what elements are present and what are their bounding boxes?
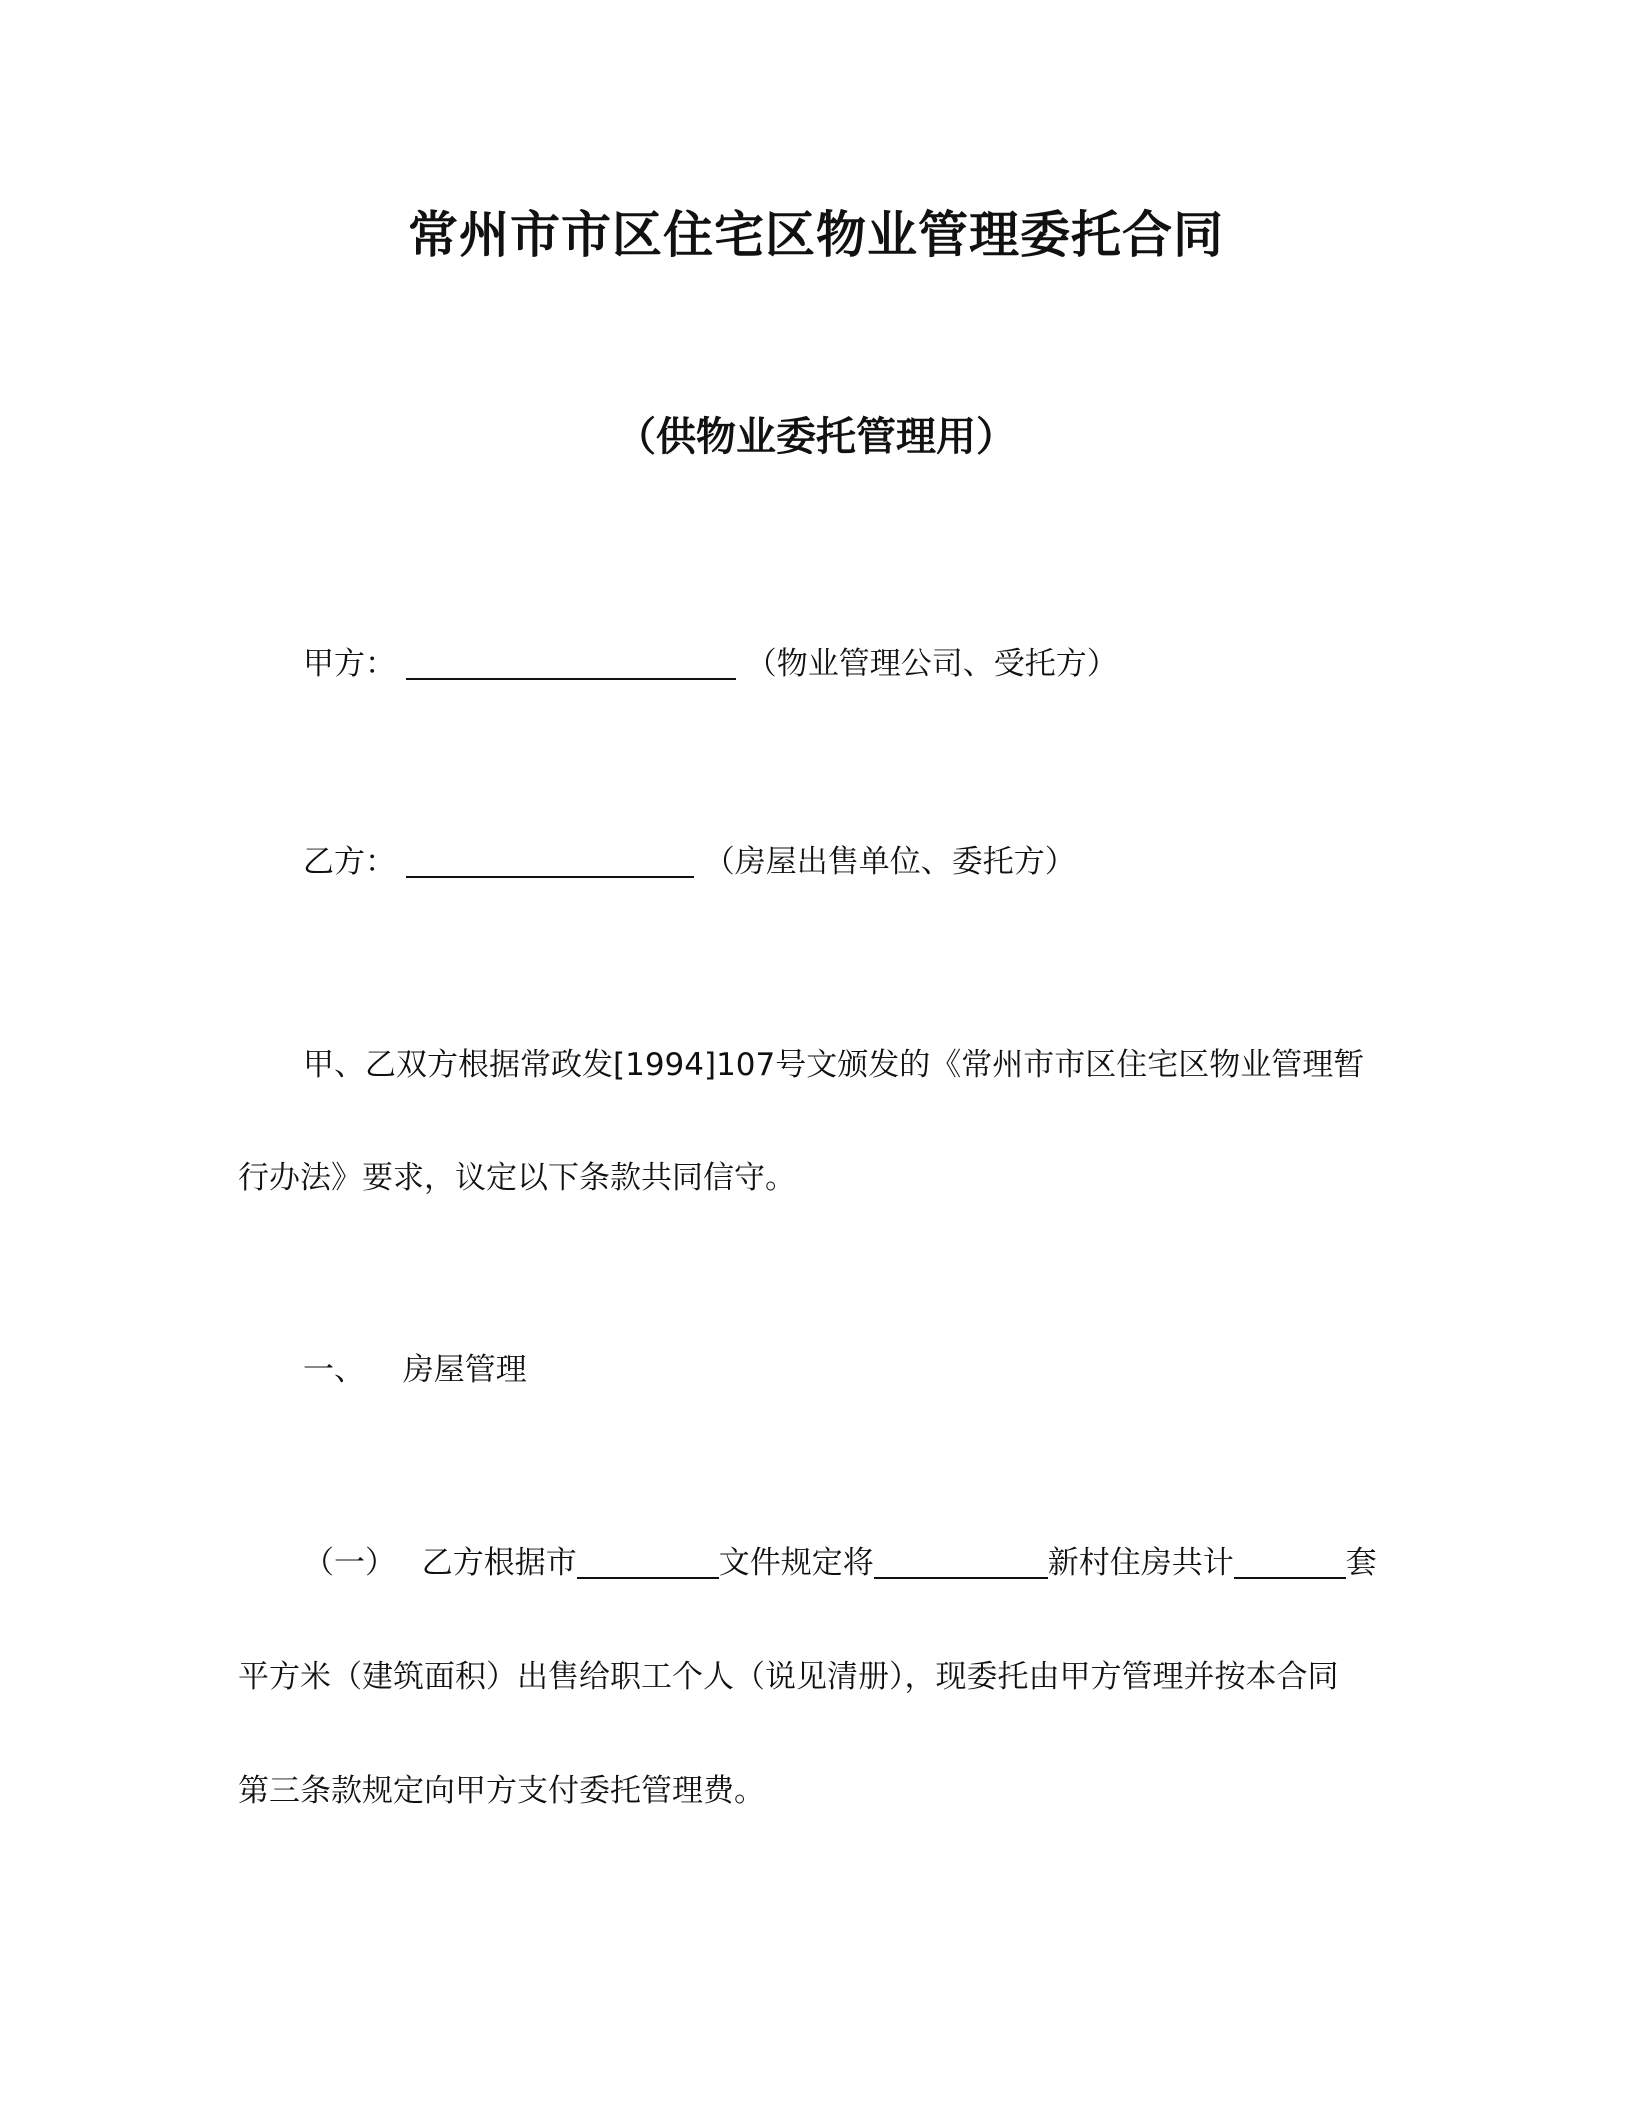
party-b-note: （房屋出售单位、委托方） xyxy=(703,844,1076,880)
clause-1-line-1 xyxy=(303,1543,1377,1583)
clause-1-line-3: 第三条款规定向甲方支付委托管理费。 xyxy=(238,1773,765,1809)
section-1-number: 一、 xyxy=(303,1352,365,1388)
party-b-label: 乙方： xyxy=(303,844,396,880)
preamble-line-2: 行办法》要求，议定以下条款共同信守。 xyxy=(238,1160,796,1196)
document-subtitle: （供物业委托管理用） xyxy=(616,414,1016,460)
section-1-title: 房屋管理 xyxy=(402,1352,527,1388)
section-1-heading xyxy=(303,1350,527,1390)
party-b-blank xyxy=(406,842,694,878)
party-a-blank xyxy=(406,644,736,680)
document-title: 常州市市区住宅区物业管理委托合同 xyxy=(408,206,1224,264)
party-a-row xyxy=(303,644,1118,684)
clause-1-line-2: 平方米（建筑面积）出售给职工个人（说见清册），现委托由甲方管理并按本合同 xyxy=(238,1659,1339,1695)
party-b-row xyxy=(303,842,1076,882)
clause-1-part-2: 文件规定将 xyxy=(718,1545,874,1581)
preamble-line-1: 甲、乙双方根据常政发[1994]107号文颁发的《常州市市区住宅区物业管理暂 xyxy=(303,1047,1365,1083)
clause-1-part-3: 新村住房共计 xyxy=(1047,1545,1234,1581)
clause-1-blank-1 xyxy=(577,1543,719,1579)
party-a-note: （物业管理公司、受托方） xyxy=(745,646,1118,682)
party-a-label: 甲方： xyxy=(303,646,396,682)
clause-1-part-4: 套 xyxy=(1345,1545,1377,1581)
clause-1-blank-3 xyxy=(1234,1543,1346,1579)
clause-1-part-1: 乙方根据市 xyxy=(421,1545,577,1581)
clause-1-blank-2 xyxy=(874,1543,1048,1579)
clause-1-prefix: （一） xyxy=(303,1545,396,1581)
